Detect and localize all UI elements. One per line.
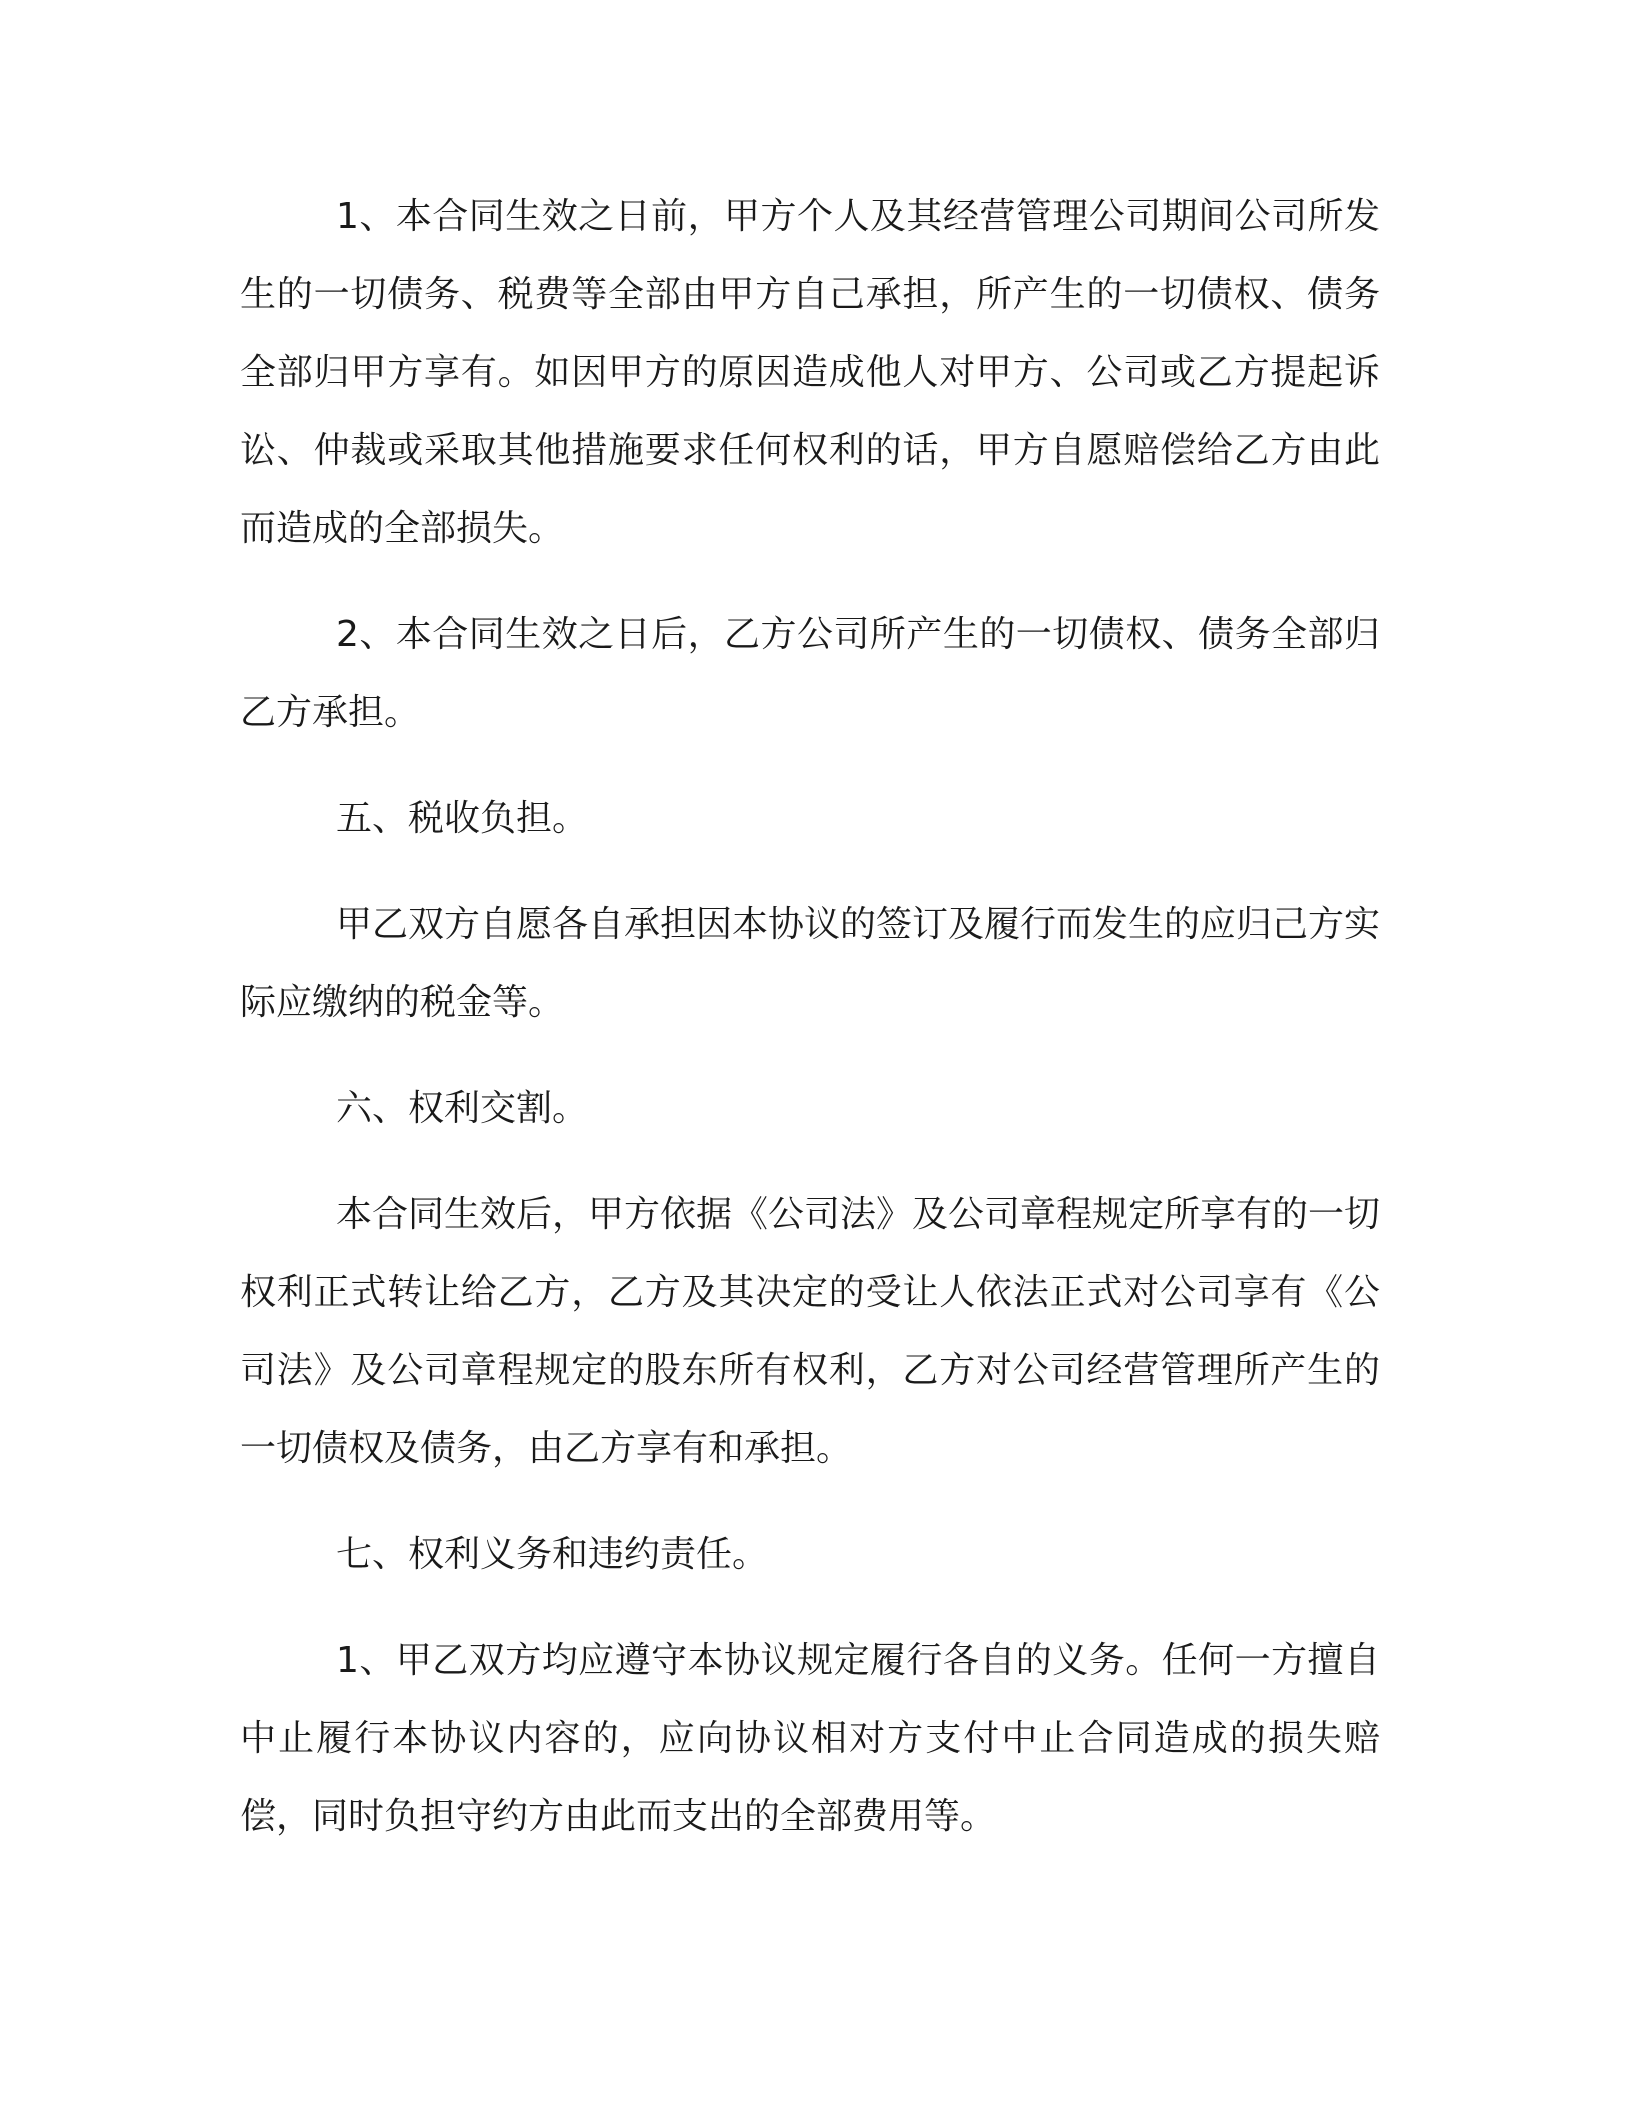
paragraph-debt-after-effective: 2、本合同生效之日后，乙方公司所产生的一切债权、债务全部归乙方承担。 [240,614,1380,733]
paragraph-rights-transfer: 本合同生效后，甲方依据《公司法》及公司章程规定所享有的一切权利正式转让给乙方，乙方及其决定的受让人依法正式对公司享有《公司法》及公司章程规定的股东所有权利，乙方对公司经营管理所产生的一切债权及债务，由乙方享有和承担。 [240,1194,1381,1469]
section-heading-tax: 五、税收负担。 [336,798,589,839]
section-heading-obligations: 七、权利义务和违约责任。 [336,1534,769,1575]
paragraph-tax-burden: 甲乙双方自愿各自承担因本协议的签订及履行而发生的应归己方实际应缴纳的税金等。 [240,904,1381,1023]
paragraph-obligations: 1、甲乙双方均应遵守本协议规定履行各自的义务。任何一方擅自中止履行本协议内容的，应向协议相对方支付中止合同造成的损失赔偿，同时负担守约方由此而支出的全部费用等。 [240,1640,1380,1837]
paragraph-debt-before-effective: 1、本合同生效之日前，甲方个人及其经营管理公司期间公司所发生的一切债务、税费等全部由甲方自己承担，所产生的一切债权、债务全部归甲方享有。如因甲方的原因造成他人对甲方、公司或乙方提起诉讼、仲裁或采取其他措施要求任何权利的话，甲方自愿赔偿给乙方由此而造成的全部损失。 [240,196,1380,549]
section-heading-rights-transfer: 六、权利交割。 [336,1088,589,1129]
document-body [240,178,1380,1884]
